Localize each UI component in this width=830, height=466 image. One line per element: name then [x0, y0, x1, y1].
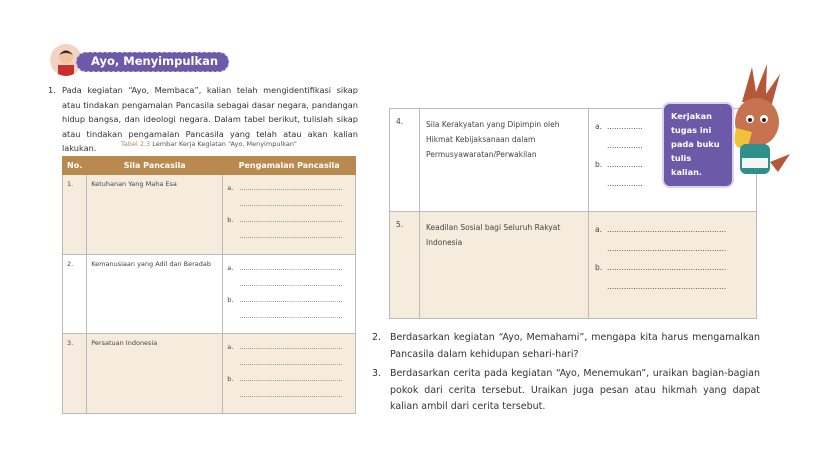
answer-line: .................................................. [239, 264, 343, 272]
answer-line: .................................................. [239, 280, 343, 288]
item-label: b. [595, 263, 603, 272]
item-label: a. [595, 225, 602, 234]
answer-line: .................................................. [607, 263, 727, 272]
answer-line: .................................................. [239, 312, 343, 320]
item-label: b. [227, 296, 234, 304]
row-no: 3. [63, 334, 87, 414]
item-label: a. [227, 184, 234, 192]
table-header [63, 157, 356, 175]
answer-line: .................................................. [239, 216, 343, 224]
reminder-bubble: Kerjakan tugas ini pada buku tulis kalian. [662, 102, 734, 188]
answer-line: .................................................. [607, 244, 727, 253]
table-row [63, 334, 356, 414]
question-text: Pada kegiatan “Ayo, Membaca”, kalian telah mengidentifikasi sikap atau tindakan pengamalan Pancasila sebagai dasar negara, pandangan hidup bangsa, dan ideologi negara. Dalam tabel berikut, tulislah sikap atau tindakan pengamalan Pancasila yang telah atau akan kalian lakukan. [62, 85, 358, 153]
row-sila: Persatuan Indonesia [87, 334, 223, 414]
table-caption [62, 140, 356, 148]
caption-label: Tabel 2.3 [120, 140, 151, 148]
question-text: Berdasarkan cerita pada kegiatan “Ayo, Menemukan”, uraikan bagian-bagian pokok dari cerita tersebut. Uraikan juga pesan atau hikmah yang dapat kalian ambil dari cerita tersebut. [390, 368, 760, 412]
table-row [390, 212, 757, 319]
row-no: 5. [390, 212, 420, 319]
question-3 [372, 366, 760, 416]
answer-line: ............... [607, 122, 643, 131]
answer-line: .................................................. [239, 296, 343, 304]
item-label: b. [595, 160, 603, 169]
question-number: 2. [372, 332, 382, 343]
answer-line: .................................................. [607, 225, 727, 234]
eagle-mascot-icon [722, 62, 792, 192]
row-no: 4. [390, 109, 420, 212]
section-title: Ayo, Menyimpulkan [76, 52, 229, 72]
caption-text: Lembar Kerja Kegiatan “Ayo, Menyimpulkan” [152, 140, 298, 148]
answer-line: ............... [607, 160, 643, 169]
row-sila: Keadilan Sosial bagi Seluruh Rakyat Indonesia [420, 212, 589, 319]
row-sila: Sila Kerakyatan yang Dipimpin oleh Hikmat Kebijaksanaan dalam Permusyawaratan/Perwakilan [420, 109, 589, 212]
item-label: b. [227, 216, 234, 224]
question-text: Berdasarkan kegiatan “Ayo, Memahami”, mengapa kita harus mengamalkan Pancasila dalam kehidupan sehari-hari? [390, 332, 760, 360]
item-label: a. [227, 264, 234, 272]
answer-cell[interactable] [223, 175, 356, 255]
answer-cell[interactable] [589, 212, 757, 319]
header-sila: Sila Pancasila [87, 157, 223, 175]
answer-cell[interactable] [223, 255, 356, 334]
item-label: a. [595, 122, 602, 131]
answer-line: .................................................. [239, 184, 343, 192]
answer-line: .................................................. [239, 359, 343, 367]
answer-line: ............... [607, 141, 643, 150]
item-label: a. [227, 343, 234, 351]
answer-line: .................................................. [239, 232, 343, 240]
question-2 [372, 330, 760, 363]
row-sila: Ketuhanan Yang Maha Esa [87, 175, 223, 255]
answer-line: .................................................. [607, 282, 727, 291]
row-sila: Kemanusiaan yang Adil dan Beradab [87, 255, 223, 334]
answer-line: .................................................. [239, 375, 343, 383]
answer-line: .................................................. [239, 343, 343, 351]
row-no: 2. [63, 255, 87, 334]
table-row [63, 175, 356, 255]
header-no: No. [63, 157, 87, 175]
question-number: 3. [372, 368, 382, 379]
table-row [63, 255, 356, 334]
row-no: 1. [63, 175, 87, 255]
item-label: b. [227, 375, 234, 383]
answer-line: .................................................. [239, 391, 343, 399]
question-number: 1. [48, 85, 56, 95]
answer-line: .................................................. [239, 200, 343, 208]
answer-line: ............... [607, 179, 643, 188]
worksheet-table [62, 156, 356, 414]
answer-cell[interactable] [223, 334, 356, 414]
header-pengamalan: Pengamalan Pancasila [223, 157, 356, 175]
